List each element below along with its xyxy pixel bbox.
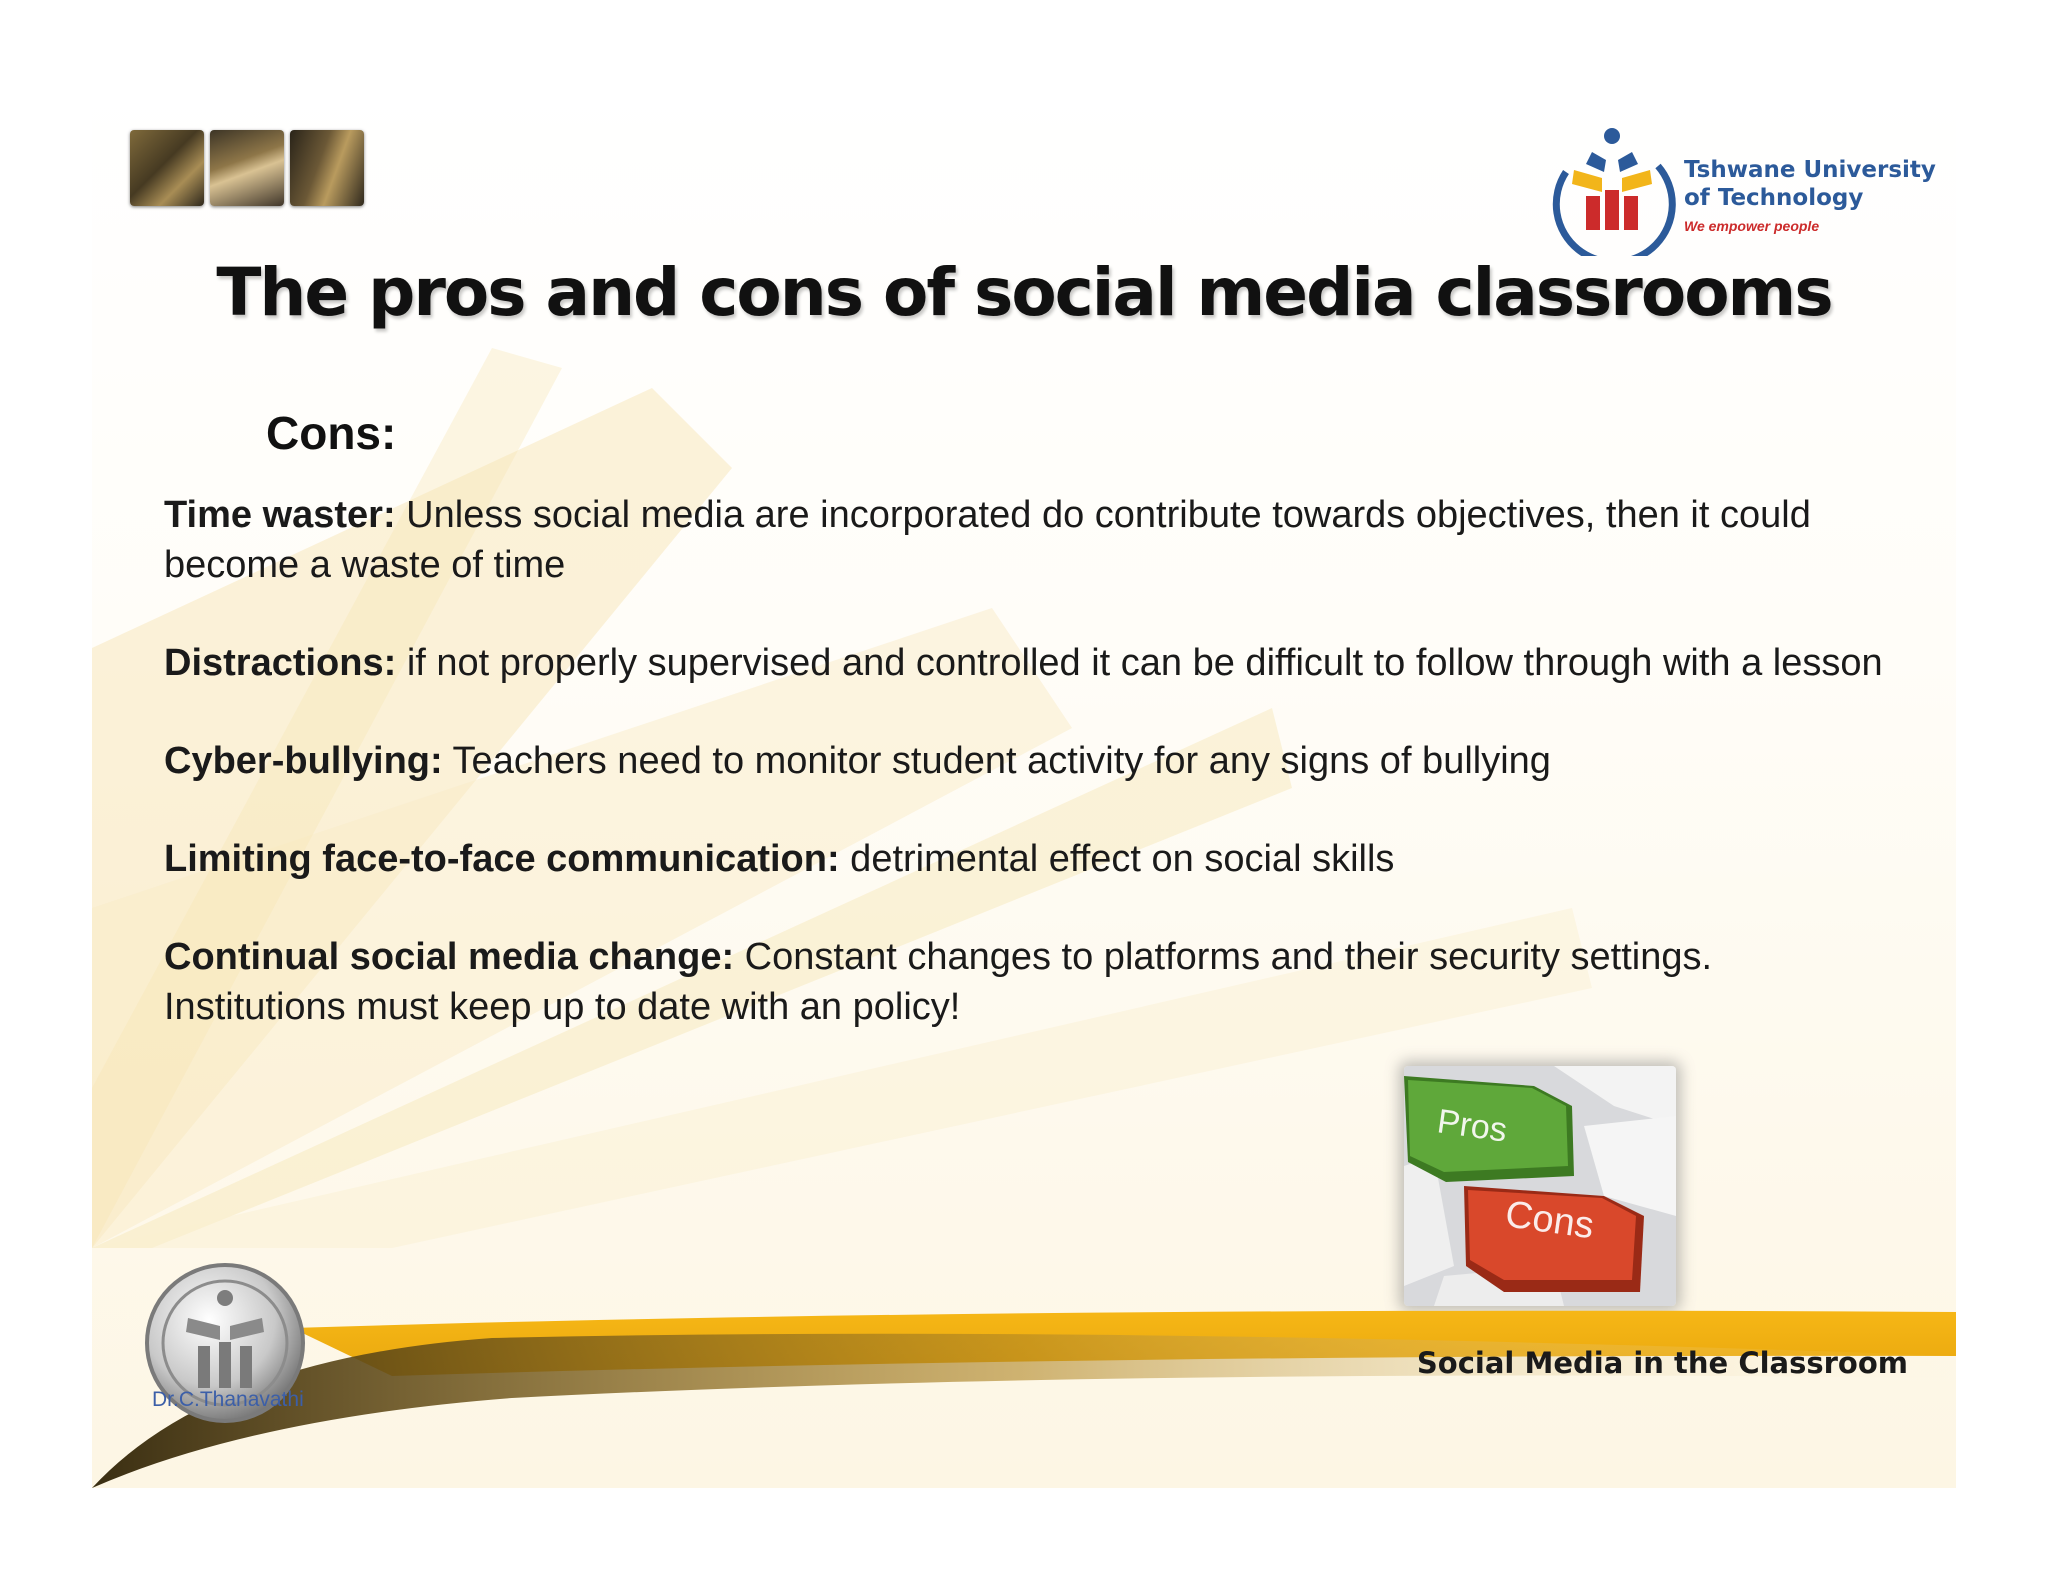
key-label-cons: Cons [1502, 1193, 1597, 1248]
cons-list [164, 490, 1884, 1080]
university-name-line1: Tshwane University [1684, 157, 1936, 183]
con-label: Distractions: [164, 642, 397, 684]
con-label: Time waster: [164, 494, 396, 536]
university-name-line2: of Technology [1684, 185, 1864, 211]
photo-strip [130, 130, 364, 206]
con-item-platform-change [164, 932, 1884, 1032]
pros-cons-keyboard-photo [1404, 1066, 1676, 1306]
con-text: detrimental effect on social skills [839, 838, 1395, 880]
con-label: Cyber-bullying: [164, 740, 443, 782]
footer-title: Social Media in the Classroom [1416, 1346, 1908, 1380]
university-emblem-icon [1546, 126, 1676, 256]
key-label-pros: Pros [1434, 1102, 1510, 1150]
con-item-distractions [164, 638, 1884, 688]
con-text: Unless social media are incorporated do contribute towards objectives, then it could become a waste of time [164, 494, 1811, 586]
con-text: Constant changes to platforms and their security settings. Institutions must keep up to date with an policy! [164, 936, 1713, 1028]
keyboard-keys-illustration [1404, 1066, 1676, 1306]
slide-title: The pros and cons of social media classrooms [216, 254, 1832, 331]
photo-thumbnail-lab [290, 130, 364, 206]
con-label: Continual social media change: [164, 936, 735, 978]
university-logo [1546, 126, 1936, 256]
con-item-time-waster [164, 490, 1884, 590]
con-item-cyber-bullying [164, 736, 1884, 786]
con-text: Teachers need to monitor student activity for any signs of bullying [442, 740, 1551, 782]
footer-band [92, 1298, 1956, 1488]
con-label: Limiting face-to-face communication: [164, 838, 840, 880]
university-motto: We empower people [1684, 218, 1820, 234]
slide [92, 88, 1956, 1488]
photo-thumbnail-students [210, 130, 284, 206]
photo-thumbnail-campus [130, 130, 204, 206]
con-item-face-to-face [164, 834, 1884, 884]
author-name: Dr.C.Thanavathi [152, 1388, 304, 1411]
con-text: if not properly supervised and controlled it can be difficult to follow through with a lesson [396, 642, 1883, 684]
section-heading: Cons: [266, 407, 397, 459]
